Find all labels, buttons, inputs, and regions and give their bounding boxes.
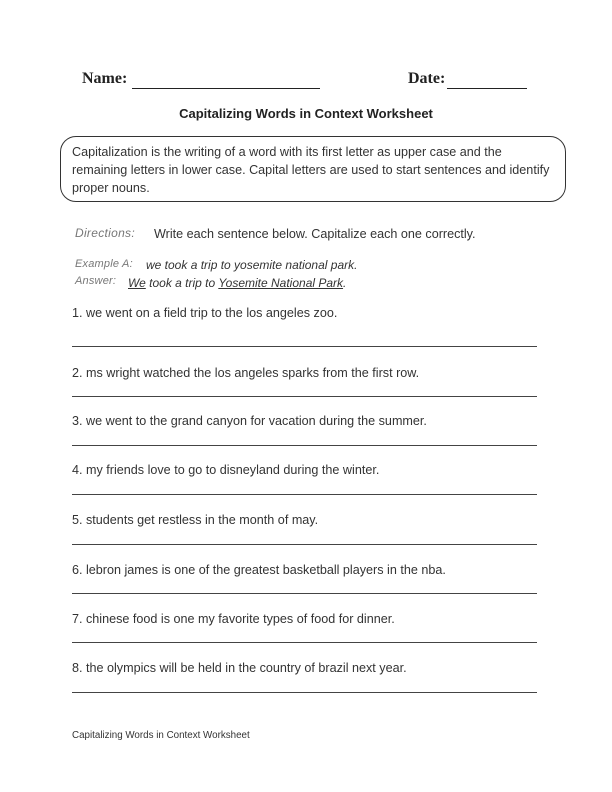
answer-line[interactable]	[72, 494, 537, 495]
question-item: 5. students get restless in the month of may.	[72, 513, 319, 527]
question-item: 2. ms wright watched the los angeles sparks from the first row.	[72, 366, 420, 380]
worksheet-title: Capitalizing Words in Context Worksheet	[179, 106, 433, 121]
answer-line[interactable]	[72, 593, 537, 594]
question-item: 1. we went on a field trip to the los angeles zoo.	[72, 306, 338, 320]
question-item: 4. my friends love to go to disneyland during the winter.	[72, 463, 380, 477]
directions-text: Write each sentence below. Capitalize each one correctly.	[154, 227, 476, 241]
answer-line[interactable]	[72, 692, 537, 693]
answer-line[interactable]	[72, 396, 537, 397]
answer-line[interactable]	[72, 445, 537, 446]
example-text: we took a trip to yosemite national park.	[146, 258, 358, 272]
question-item: 3. we went to the grand canyon for vacation during the summer.	[72, 414, 427, 428]
answer-line[interactable]	[72, 544, 537, 545]
question-item: 6. lebron james is one of the greatest basketball players in the nba.	[72, 563, 446, 577]
answer-proper-noun: Yosemite National Park	[218, 276, 344, 290]
date-blank-line[interactable]	[447, 88, 527, 89]
question-item: 7. chinese food is one my favorite types of food for dinner.	[72, 612, 395, 626]
definition-text: Capitalization is the writing of a word with its first letter as upper case and the remaining letters in lower case. Capital letters are used to start sentences and identify proper nouns.	[72, 145, 550, 195]
example-label: Example A:	[75, 258, 133, 270]
answer-middle-text: took a trip to	[149, 276, 216, 290]
answer-line[interactable]	[72, 642, 537, 643]
answer-text	[128, 276, 346, 290]
name-blank-line[interactable]	[132, 88, 320, 89]
footer-text: Capitalizing Words in Context Worksheet	[72, 730, 250, 741]
name-label: Name:	[82, 70, 128, 87]
answer-line[interactable]	[72, 346, 537, 347]
answer-capitalized-word: We	[128, 276, 146, 290]
date-label: Date:	[408, 70, 446, 87]
question-item: 8. the olympics will be held in the country of brazil next year.	[72, 661, 407, 675]
directions-label: Directions:	[75, 226, 135, 240]
answer-end-punctuation: .	[343, 276, 347, 290]
answer-label: Answer:	[75, 275, 117, 287]
